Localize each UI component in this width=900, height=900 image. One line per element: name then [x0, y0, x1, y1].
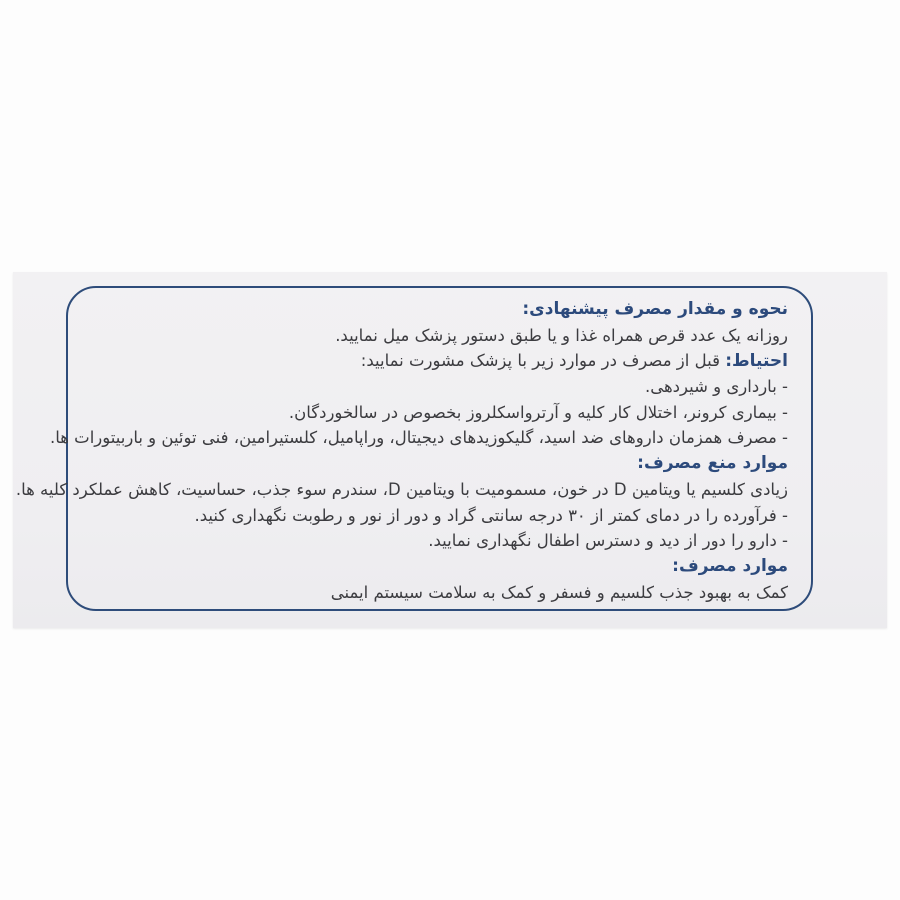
caution-label: احتیاط: — [725, 351, 788, 372]
caution-item-drug-interactions: - مصرف همزمان داروهای ضد اسید، گلیکوزیدهای دیجیتال، وراپامیل، کلستیرامین، فنی توئین و باربیتورات ها. — [49, 428, 788, 448]
section-title-indications: موارد مصرف: — [672, 555, 788, 576]
storage-children-line: - دارو را دور از دید و دسترس اطفال نگهداری نمایید. — [428, 531, 788, 551]
caution-line — [82, 348, 788, 374]
section-title-contraindications: موارد منع مصرف: — [637, 453, 788, 474]
contraindications-line: زیادی کلسیم یا ویتامین D در خون، مسمومیت با ویتامین D، سندرم سوء جذب، حساسیت، کاهش عملکرد کلیه ها. — [15, 479, 788, 499]
dosage-instruction-line: روزانه یک عدد قرص همراه غذا و یا طبق دستور پزشک میل نمایید. — [335, 325, 788, 345]
storage-temperature-line: - فرآورده را در دمای کمتر از ۳۰ درجه سانتی گراد و دور از نور و رطوبت نگهداری کنید. — [194, 505, 788, 525]
caution-item-coronary: - بیماری کرونر، اختلال کار کلیه و آرترواسکلروز بخصوص در سالخوردگان. — [288, 402, 788, 422]
caution-item-pregnancy: - بارداری و شیردهی. — [644, 377, 788, 397]
caution-text: قبل از مصرف در موارد زیر با پزشک مشورت نمایید: — [360, 351, 726, 371]
info-border-box — [15, 286, 813, 611]
indications-line: کمک به بهبود جذب کلسیم و فسفر و کمک به سلامت سیستم ایمنی — [330, 582, 788, 602]
label-text-block — [15, 297, 788, 605]
medicine-box-panel — [13, 272, 887, 628]
section-title-dosage: نحوه و مقدار مصرف پیشنهادی: — [522, 299, 788, 319]
